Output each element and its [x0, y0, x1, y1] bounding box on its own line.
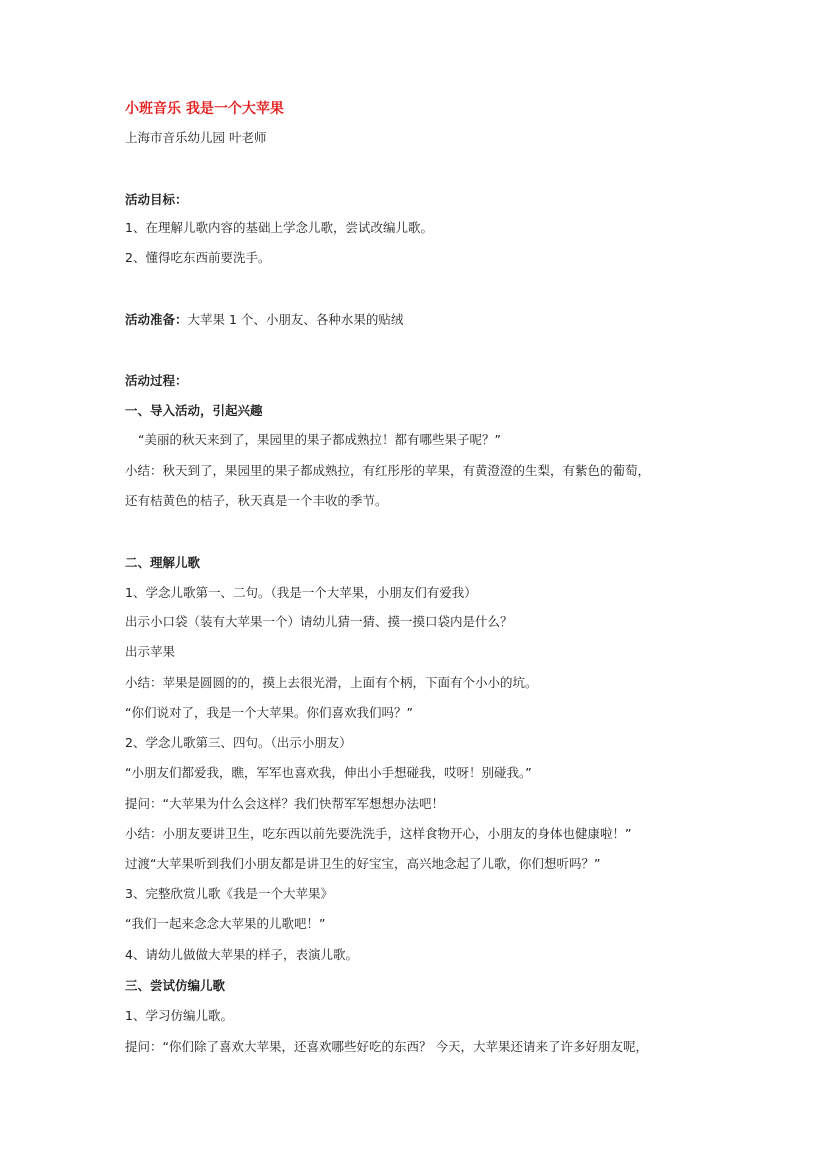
section3-heading: 三、尝试仿编儿歌 — [125, 978, 226, 993]
section2-line-3: 出示苹果 — [125, 644, 176, 659]
section3-line-2: 提问：“你们除了喜欢大苹果，还喜欢哪些好吃的东西？ 今天，大苹果还请来了许多好朋友呢， — [125, 1039, 648, 1054]
section1-line-2: 小结：秋天到了，果园里的果子都成熟拉，有红彤彤的苹果，有黄澄澄的生梨，有紫色的葡萄， — [125, 463, 651, 478]
section2-line-5: “你们说对了，我是一个大苹果。你们喜欢我们吗？” — [125, 705, 413, 720]
section2-line-13: 4、请幼儿做做大苹果的样子，表演儿歌。 — [125, 947, 358, 962]
section2-line-11: 3、完整欣赏儿歌《我是一个大苹果》 — [125, 886, 333, 901]
section2-line-6: 2、学念儿歌第三、四句。（出示小朋友） — [125, 735, 352, 750]
section2-line-7: “小朋友们都爱我，瞧，军军也喜欢我，伸出小手想碰我，哎呀！别碰我。” — [125, 765, 532, 780]
section2-line-12: “我们一起来念念大苹果的儿歌吧！” — [125, 916, 326, 931]
preparation-line — [125, 312, 403, 328]
process-heading: 活动过程： — [125, 373, 188, 388]
section2-line-9: 小结：小朋友要讲卫生，吃东西以前先要洗洗手，这样食物开心，小朋友的身体也健康啦！” — [125, 826, 632, 841]
goal-item-2: 2、懂得吃东西前要洗手。 — [125, 250, 271, 265]
preparation-label: 活动准备： — [125, 312, 188, 327]
goal-item-1: 1、在理解儿歌内容的基础上学念儿歌，尝试改编儿歌。 — [125, 220, 433, 235]
section2-line-4: 小结：苹果是圆圆的的，摸上去很光滑，上面有个柄，下面有个小小的坑。 — [125, 675, 538, 690]
section2-line-10: 过渡“大苹果听到我们小朋友都是讲卫生的好宝宝，高兴地念起了儿歌，你们想听吗？” — [125, 856, 601, 871]
goals-heading: 活动目标： — [125, 192, 188, 207]
section1-heading: 一、导入活动，引起兴趣 — [125, 403, 263, 418]
section2-line-2: 出示小口袋（装有大苹果一个）请幼儿猜一猜、摸一摸口袋内是什么？ — [125, 614, 513, 629]
document-title: 小班音乐 我是一个大苹果 — [125, 101, 284, 117]
preparation-text: 大苹果 1 个、小朋友、各种水果的贴绒 — [187, 312, 404, 327]
section2-line-1: 1、学念儿歌第一、二句。（我是一个大苹果，小朋友们有爱我） — [125, 585, 477, 600]
section2-line-8: 提问：“大苹果为什么会这样？我们快帮军军想想办法吧！ — [125, 796, 444, 811]
author-line: 上海市音乐幼儿园 叶老师 — [125, 130, 267, 145]
section2-heading: 二、理解儿歌 — [125, 555, 201, 570]
section1-line-3: 还有桔黄色的桔子，秋天真是一个丰收的季节。 — [125, 493, 388, 508]
section3-line-1: 1、学习仿编儿歌。 — [125, 1008, 233, 1023]
section1-line-1: “美丽的秋天来到了，果园里的果子都成熟拉！都有哪些果子呢？” — [138, 432, 501, 447]
